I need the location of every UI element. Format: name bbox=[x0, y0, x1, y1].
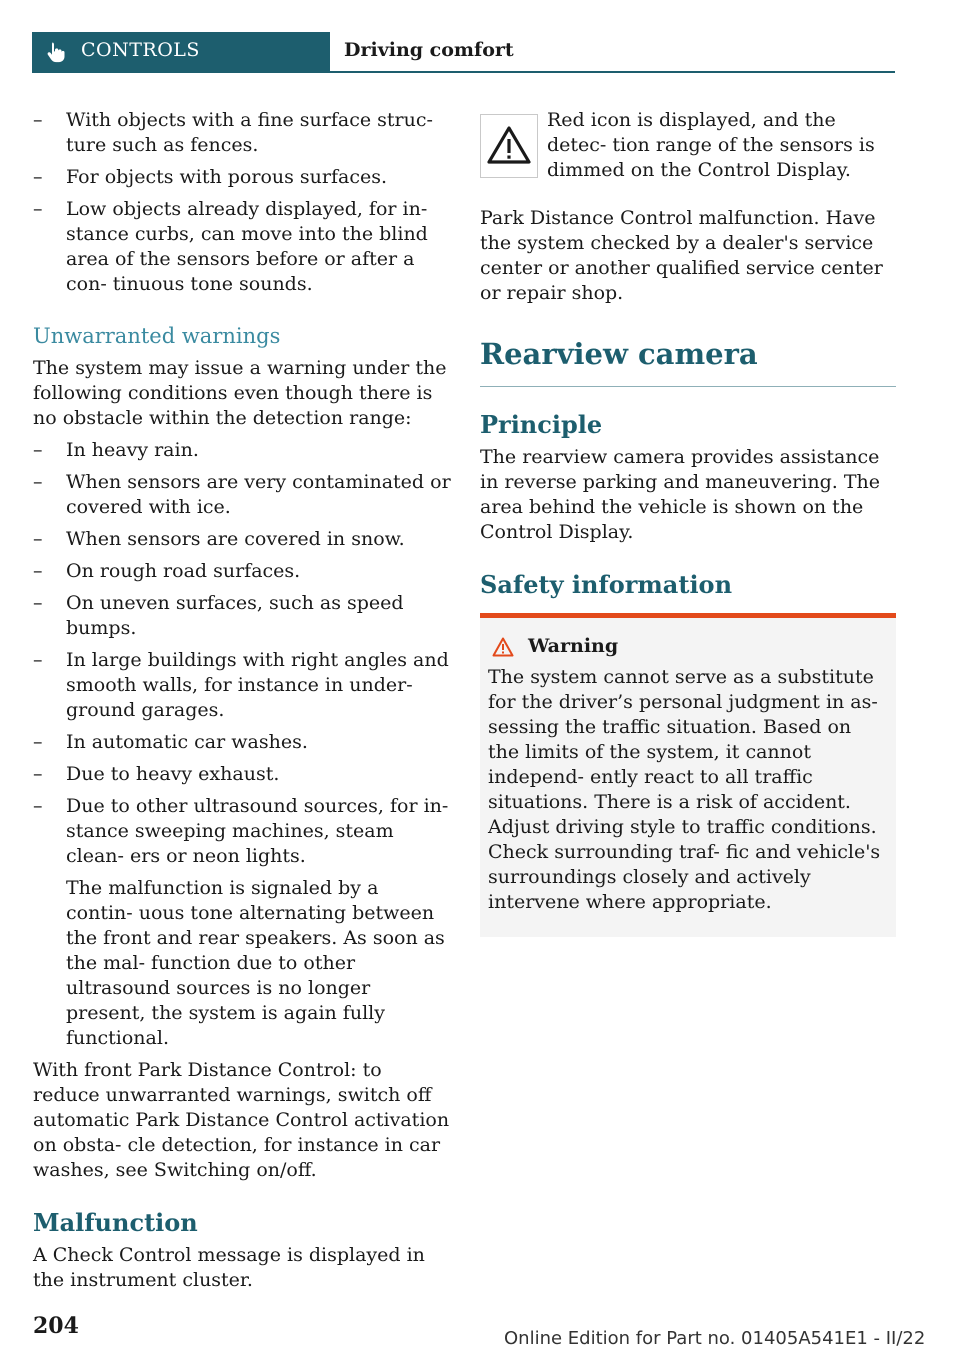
warning-title: Warning bbox=[528, 635, 619, 657]
hand-pointer-icon bbox=[44, 41, 66, 63]
list-item: – For objects with porous surfaces. bbox=[33, 165, 451, 190]
list-item: – Due to heavy exhaust. bbox=[33, 762, 451, 787]
section-tab bbox=[32, 32, 330, 71]
list-item: – On uneven surfaces, such as speed bumps. bbox=[33, 591, 451, 641]
heading-malfunction: Malfunction bbox=[33, 1208, 198, 1237]
list-item: – Due to other ultrasound sources, for in- stance sweeping machines, steam clean- ers or neon lights. bbox=[33, 794, 451, 869]
edition-footer: Online Edition for Part no. 01405A541E1 - II/22 bbox=[504, 1328, 926, 1349]
paragraph-front-pdc: With front Park Distance Control: to reduce unwarranted warnings, switch off automatic Park Distance Control activation on obsta- cle detection, for instance in car washes, see Switching on/off. bbox=[33, 1059, 450, 1181]
paragraph-red-icon: Red icon is displayed, and the detec- tion range of the sensors is dimmed on the Control Display. bbox=[547, 109, 875, 181]
warning-triangle-icon bbox=[480, 114, 538, 178]
paragraph-unwarranted: The system may issue a warning under the following conditions even though there is no obstacle within the detection range: bbox=[33, 357, 447, 429]
heading-safety-information: Safety information bbox=[480, 570, 733, 599]
list-item: – In heavy rain. bbox=[33, 438, 451, 463]
heading-unwarranted-warnings: Unwarranted warnings bbox=[33, 324, 281, 348]
conditions-list bbox=[33, 438, 451, 869]
list-item: – Low objects already displayed, for in- stance curbs, can move into the blind area of the sensors before or after a con- tinuous tone sounds. bbox=[33, 197, 451, 297]
right-column bbox=[480, 108, 896, 937]
paragraph-pdc-malfunction: Park Distance Control malfunction. Have the system checked by a dealer's service center or another qualified service center or repair shop. bbox=[480, 207, 883, 304]
paragraph-signal: The malfunction is signaled by a contin- uous tone alternating between the front and rear speakers. As soon as the mal- function due to other ultrasound sources is no longer present, the system is again fully functional. bbox=[66, 877, 445, 1049]
warning-box bbox=[480, 613, 896, 937]
list-item: – When sensors are covered in snow. bbox=[33, 527, 451, 552]
paragraph-principle: The rearview camera provides assistance in reverse parking and maneuvering. The area behind the vehicle is shown on the Control Display. bbox=[480, 446, 880, 543]
list-item: – When sensors are very contaminated or covered with ice. bbox=[33, 470, 451, 520]
icon-description bbox=[480, 108, 896, 188]
warning-text: The system cannot serve as a substitute for the driver’s personal judgment in as- sessing the traffic situation. Based on the limits of the system, it cannot independ- ently react to all traffic situations. There is a risk of accident. Adjust driving style to traffic conditions. Check surrounding traf- fic and vehicle's surroundings closely and actively intervene where appropriate. bbox=[488, 666, 881, 913]
list-item: – In automatic car washes. bbox=[33, 730, 451, 755]
paragraph-malfunction: A Check Control message is displayed in the instrument cluster. bbox=[33, 1244, 425, 1291]
list-item: – In large buildings with right angles and smooth walls, for instance in under- ground garages. bbox=[33, 648, 451, 723]
left-column bbox=[33, 108, 451, 1293]
warning-header bbox=[488, 634, 888, 659]
page-number: 204 bbox=[33, 1313, 79, 1339]
limitations-list bbox=[33, 108, 451, 297]
section-title: CONTROLS bbox=[81, 39, 200, 61]
page-header bbox=[32, 32, 895, 73]
chapter-title: Driving comfort bbox=[344, 39, 514, 61]
list-item: – With objects with a fine surface struc- ture such as fences. bbox=[33, 108, 451, 158]
warning-icon bbox=[492, 637, 514, 657]
list-item: – On rough road surfaces. bbox=[33, 559, 451, 584]
heading-rearview-camera: Rearview camera bbox=[480, 336, 896, 387]
heading-principle: Principle bbox=[480, 410, 603, 439]
